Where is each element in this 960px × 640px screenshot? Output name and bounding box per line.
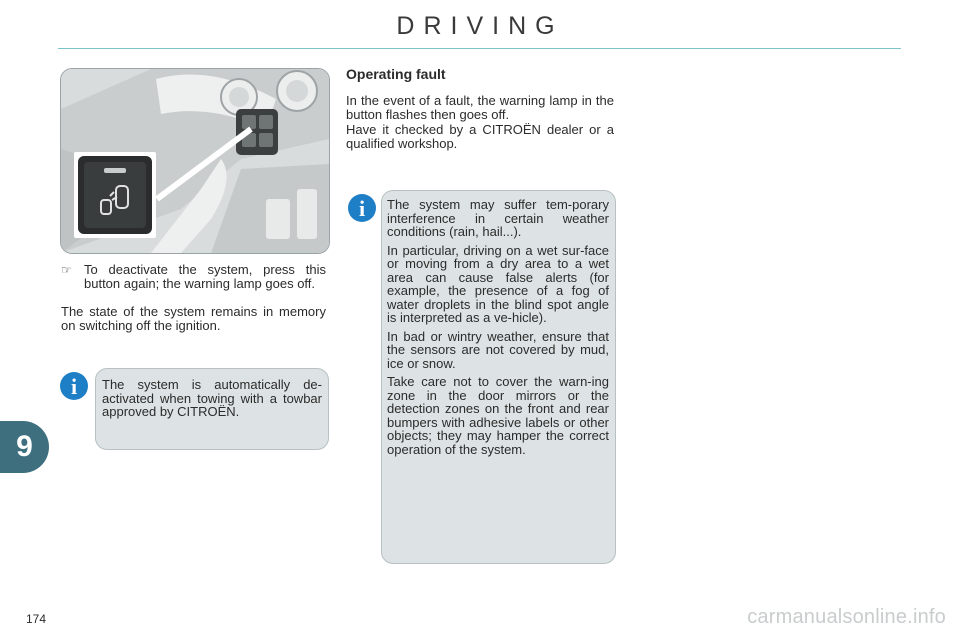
bullet-pointer-icon: ☞ <box>61 263 72 277</box>
fault-paragraph-2: Have it checked by a CITROËN dealer or a qualified workshop. <box>346 122 614 151</box>
weather-info-text <box>387 198 609 461</box>
header-divider <box>58 48 901 49</box>
memory-note: The state of the system remains in memory on switching off the ignition. <box>61 304 326 333</box>
info-icon: i <box>348 194 376 222</box>
blind-spot-button-drawing <box>74 152 156 238</box>
watermark: carmanualsonline.info <box>747 606 946 628</box>
chapter-number: 9 <box>16 430 33 463</box>
info-paragraph: Take care not to cover the warn-ing zone in the door mirrors or the detection zones on the front and rear bumpers with adhesive labels or other objects; they may hamper the correct operation of the system. <box>387 374 609 457</box>
section-heading: Operating fault <box>346 66 446 82</box>
fault-paragraph-1: In the event of a fault, the warning lamp in the button flashes then goes off. <box>346 93 614 122</box>
info-paragraph: The system may suffer tem-porary interference in certain weather conditions (rain, hail...). <box>387 197 609 239</box>
page-title: DRIVING <box>396 12 564 40</box>
deactivate-instruction: To deactivate the system, press this button again; the warning lamp goes off. <box>84 262 326 291</box>
button-closeup <box>74 152 156 238</box>
page-number: 174 <box>26 612 47 626</box>
info-paragraph: In bad or wintry weather, ensure that the sensors are not covered by mud, ice or snow. <box>387 328 609 371</box>
info-paragraph: In particular, driving on a wet sur-face or moving from a dry area to a wet area can cause false alerts (for example, the presence of a fog of water droplets in the blind spot angle is interpreted as a ve-hicle). <box>387 242 609 325</box>
info-icon: i <box>60 372 88 400</box>
towing-info-text: The system is automatically de-activated when towing with a towbar approved by CITROËN. <box>102 377 322 419</box>
